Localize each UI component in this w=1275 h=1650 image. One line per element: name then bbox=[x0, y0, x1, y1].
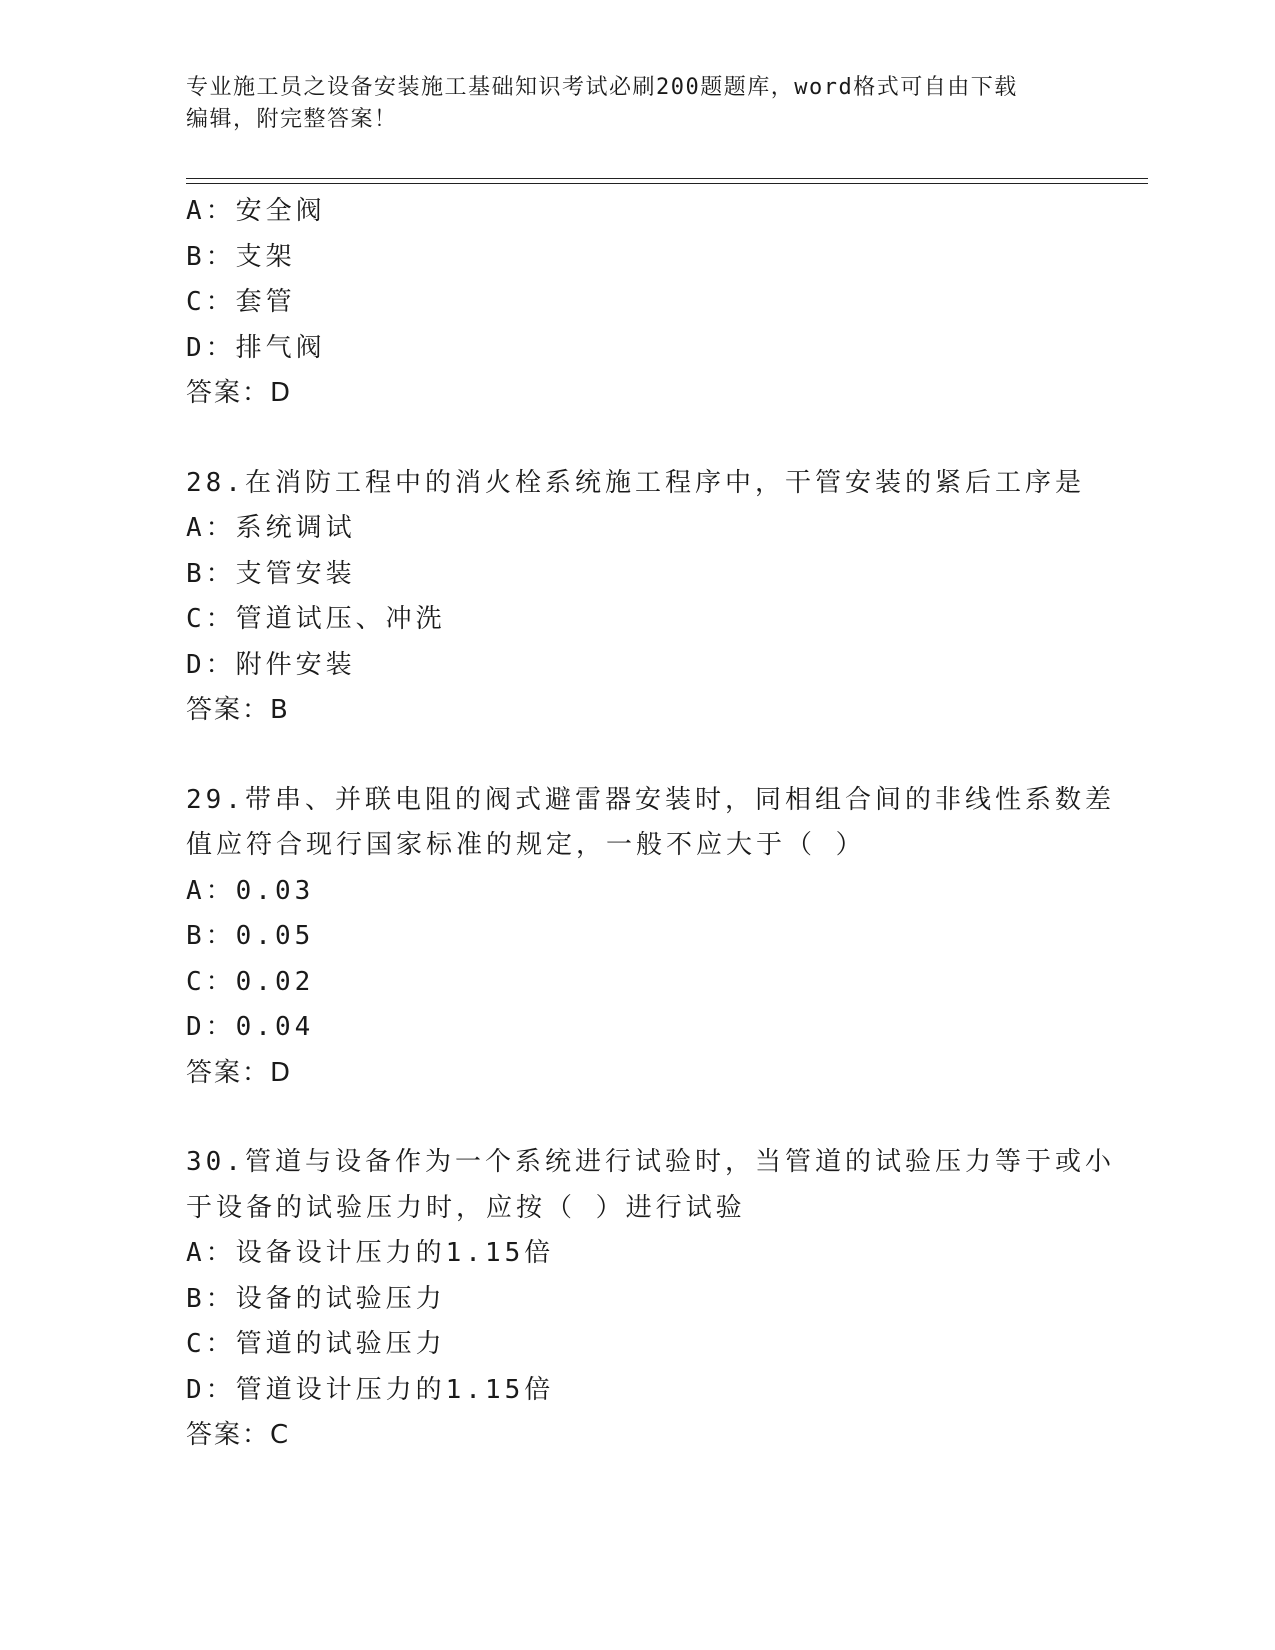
header-divider-bottom bbox=[186, 183, 1148, 184]
question-28 bbox=[186, 461, 1086, 734]
option-d: D：排气阀 bbox=[186, 332, 326, 363]
question-text-line-1: 30.管道与设备作为一个系统进行试验时，当管道的试验压力等于或小 bbox=[186, 1147, 1115, 1177]
option-a: A：设备设计压力的1.15倍 bbox=[186, 1238, 555, 1268]
question-29 bbox=[186, 778, 1115, 1097]
option-a: A：0.03 bbox=[186, 875, 315, 906]
option-b: B：0.05 bbox=[186, 921, 315, 951]
header-title-line-1: 专业施工员之设备安装施工基础知识考试必刷200题题库，word格式可自由下载 bbox=[186, 75, 1018, 100]
question-text-line-2: 值应符合现行国家标准的规定，一般不应大于（ ） bbox=[186, 830, 866, 860]
question-list bbox=[186, 189, 1115, 1459]
question-text: 28.在消防工程中的消火栓系统施工程序中，干管安装的紧后工序是 bbox=[186, 467, 1085, 498]
option-d: D：附件安装 bbox=[186, 649, 356, 680]
question-spacer bbox=[186, 1096, 1086, 1140]
option-a: A：安全阀 bbox=[186, 196, 326, 226]
question-27 bbox=[186, 189, 1086, 417]
option-a: A：系统调试 bbox=[186, 513, 356, 543]
header-title-line-2: 编辑，附完整答案！ bbox=[186, 107, 398, 132]
option-b: B：支管安装 bbox=[186, 558, 356, 589]
question-text-line-2: 于设备的试验压力时，应按（ ）进行试验 bbox=[186, 1192, 746, 1223]
question-spacer bbox=[186, 417, 1086, 461]
question-30 bbox=[186, 1140, 1115, 1459]
option-c: C：0.02 bbox=[186, 966, 315, 997]
option-b: B：设备的试验压力 bbox=[186, 1283, 446, 1314]
option-c: C：管道试压、冲洗 bbox=[186, 604, 446, 634]
option-c: C：管道的试验压力 bbox=[186, 1329, 446, 1359]
option-c: C：套管 bbox=[186, 287, 296, 317]
option-d: D：0.04 bbox=[186, 1012, 315, 1042]
option-b: B：支架 bbox=[186, 241, 296, 272]
question-text-line-1: 29.带串、并联电阻的阀式避雷器安装时，同相组合间的非线性系数差 bbox=[186, 784, 1115, 815]
document-header bbox=[186, 72, 1086, 136]
option-d: D：管道设计压力的1.15倍 bbox=[186, 1374, 555, 1405]
header-divider-top bbox=[186, 178, 1148, 179]
answer-line: 答案：C bbox=[186, 1420, 291, 1450]
answer-line: 答案：D bbox=[186, 378, 293, 408]
answer-line: 答案：D bbox=[186, 1057, 293, 1088]
answer-line: 答案：B bbox=[186, 695, 290, 725]
question-spacer bbox=[186, 734, 1086, 778]
